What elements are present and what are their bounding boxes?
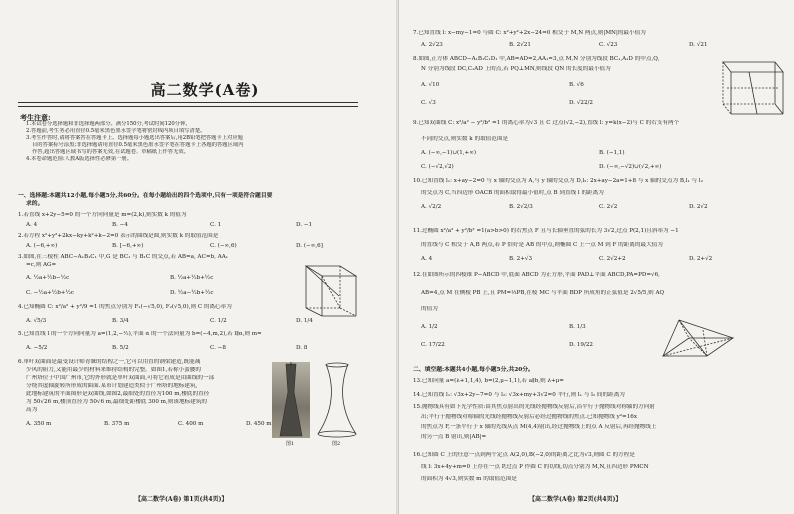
option: C. 17/22 [421, 342, 445, 348]
option: A. (−6,+∞) [26, 243, 58, 249]
option: C. 2√2+2 [599, 256, 626, 262]
question-3-cont: =c,则 AG= [26, 262, 57, 268]
page-footer: 【高二数学(A卷) 第1页(共4页)】 [135, 496, 228, 503]
section-heading-cont: 求的。 [26, 201, 44, 207]
option: A. 4 [421, 256, 433, 262]
question-6-cont: 为 50√26 m,楼顶直径为 50√6 m,最细处距楼底 300 m,则该地标建筑的 [26, 399, 207, 405]
notice-line: 2.答题前,考生务必用直径0.5毫米黑色墨水签字笔将密封线内项目填写清楚。 [26, 128, 206, 134]
option: A. 4 [26, 222, 38, 228]
option: D. 8 [296, 345, 308, 351]
option: D. (−∞,6] [296, 243, 323, 249]
option: A. 2√23 [421, 42, 443, 48]
option: A. (−∞,−1)∪(1,+∞) [421, 150, 477, 156]
option: C. √23 [599, 42, 618, 48]
pyramid-figure [659, 318, 739, 360]
question-11: 11.过椭圆 x²/a² + y²/b² =1(a>b>0) 的右焦点 F 且与长轴垂直的弦的长为 3√2,过点 P(2,1)且斜率为 −1 [413, 228, 679, 234]
question-8-cont: N 分别为线段 DC,C₁AD 上的点,若 PQ⊥MN,则线段 QN 的长度的最小值为 [421, 66, 611, 72]
option: D. 19/22 [569, 342, 593, 348]
option: A. ½a+½b−½c [26, 275, 70, 281]
question-15-cont: 出;平行于抛物线对称轴的光线经抛物线反射后必经过抛物线的焦点.已知抛物线 y²=16x [421, 414, 637, 420]
notice-line: 3.考生作答时,请将答案答在答题卡上。选择题每小题选出答案后,用2B铅笔把答题卡上对应题 [26, 135, 243, 141]
section-heading: 一、选择题:本题共12小题,每小题5分,共60分。在每小题给出的四个选项中,只有一项是符合题目要 [18, 193, 273, 199]
figure-label: 图2 [332, 441, 341, 447]
option: B. 5/2 [112, 345, 129, 351]
question-12: 12.在如图所示的四棱锥 P−ABCD 中,底面 ABCD 为正方形,平面 PAD⊥平面 ABCD,PA=PD=√6, [413, 272, 660, 278]
question-15: 15.抛物线具有如下光学性质:由其焦点射出的光线经抛物线反射后,沿平行于抛物线对称轴的方向射 [413, 404, 655, 410]
option: A. √5/3 [26, 318, 47, 324]
option: C. (−√2,√2) [421, 164, 454, 170]
question-10: 10.已知直线 l₁: x+ay−2=0 与 x 轴的交点为 A,与 y 轴的交点为 D,l₂: 2x+ay−2a=1+8 与 x 轴的交点为 B,l₁ 与 l₂ [413, 178, 703, 184]
question-16: 16.已知圆 C 上的任意一点到两个定点 A(2,0),B(−2,0)的距离之比为√3,则圆 C 的方程是 [413, 452, 635, 458]
option: B. 375 m [104, 421, 130, 427]
question-11-cont: 的直线与 C 相交于 A,B 两点,若 P 恰好是 AB 的中点,则椭圆 C 上一点 M 到 F 的距离的最大值为 [421, 242, 663, 248]
question-12-cont: AB=4,点 M 在侧棱 PB 上,且 PM=⅓PB,在棱 MC 与平面 BDP 所成角的正弦值是 2√5/5,则 AQ [421, 290, 665, 296]
option: D. ½a−½b+½c [170, 290, 214, 296]
option: B. 3/4 [112, 318, 129, 324]
question-3: 3.如图,在三棱柱 ABC−A₁B₁C₁ 中,G 是 BC₁ 与 B₁C 的交点,若 AB=a, AC=b, AA₁ [18, 254, 229, 260]
option: C. −½a+½b+½c [26, 290, 75, 296]
cuboid-figure [709, 58, 785, 118]
option: B. 2√2/3 [509, 204, 533, 210]
tower-photo [272, 362, 310, 438]
question-4: 4.已知椭圆 C: x²/a² + y²/9 =1 的焦点分别为 F₁(−√5,0), F₂(√5,0),则 C 的离心率为 [18, 304, 232, 310]
option: B. 2+√3 [509, 256, 533, 262]
question-7: 7.已知直线 l: x−my−1=0 与圆 C: x²+y²+2x−24=0 相交于 M,N 两点,则|MN|的最小值为 [413, 30, 646, 36]
question-9: 9.已知双曲线 C: x²/a² − y²/b² =1 的离心率为√3 且 C 过点(√2,−2),直线 l: y=k(x−2)与 C 的右支有两个 [413, 120, 680, 126]
option: A. 350 m [26, 421, 52, 427]
option: D. −1 [296, 222, 313, 228]
option: D. (−∞,−√2)∪(√2,+∞) [599, 164, 662, 170]
option: B. ½a+½b+½c [170, 275, 214, 281]
question-6-cont: 少风的阻力,又能用最少的材料来维持结构的完整。如图1,若称小蛮腰的 [26, 367, 201, 373]
option: C. 2√2 [599, 204, 618, 210]
page-footer: 【高二数学(A卷) 第2页(共4页)】 [529, 496, 622, 503]
option: A. √10 [421, 82, 440, 88]
option: C. (−∞,6) [210, 243, 237, 249]
option: D. 450 m [246, 421, 272, 427]
option: D. √21 [689, 42, 708, 48]
notice-line: 作答,超出答题区域书写的答案无效,在试题卷、草稿纸上作答无效。 [32, 149, 189, 155]
question-6-cont: 高为 [26, 407, 38, 413]
option: B. −4 [112, 222, 128, 228]
option: B. (−1,1) [599, 150, 625, 156]
question-8: 8.如图,正方体 ABCD−A₁B₁C₁D₁ 中,AB=AD=2,AA₁=3,点 M,N 分别为线段 BC₁,A₁D 的中点,Q, [413, 56, 660, 62]
question-9-cont: 不同的交点,则实数 k 的取值范围是 [421, 136, 509, 142]
question-6-cont: 分绕其虚轴旋转所形成的曲面.某市计划建造类似于广州塔的地标建筑, [26, 383, 198, 389]
question-1: 1.若直线 x+2y−5=0 的一个方向向量是 m=(2,k),则实数 k 的值为 [18, 212, 187, 218]
question-15-cont: 的另一点 B 射出,则|AB|= [421, 434, 487, 440]
option: B. [−6,+∞) [112, 243, 144, 249]
question-14: 14.已知直线 l₁: √3x+2y−7=0 与 l₂: √3x+my+3√2=0 平行,则 l₁ 与 l₂ 间的距离为 [413, 392, 625, 398]
question-6: 6.单叶双曲面是最受设计师青睐的结构之一,它可以用直的钢梁建造,既能减 [18, 359, 201, 365]
notice-line: 4.本卷命题范围:人教A版选择性必修第一册。 [26, 156, 133, 162]
option: C. √3 [421, 100, 436, 106]
question-13: 13.已知向量 a=(λ+1,1,4), b=(2,μ−1,1),若 a∥b,则 λ+μ= [413, 378, 564, 384]
title-divider-thin [18, 106, 358, 107]
section-heading: 二、填空题:本题共4小题,每小题5分,共20分。 [413, 367, 534, 373]
notice-title: 考生注意: [20, 113, 51, 122]
notice-line: 1.本试卷分选择题和非选择题两部分。满分150分,考试时间120分钟。 [26, 121, 191, 127]
option: C. 1/2 [210, 318, 227, 324]
question-2: 2.若方程 x²+y²+2kx−ky+k²+k−2=0 表示的曲线是圆,则实数 k 的取值范围是 [18, 233, 219, 239]
option: B. √6 [569, 82, 584, 88]
hyperbola-figure [314, 362, 360, 438]
option: B. 2√21 [509, 42, 531, 48]
title-divider [18, 102, 358, 103]
exam-page-2 [398, 0, 794, 514]
figure-label: 图1 [286, 441, 295, 447]
question-16-cont: 线 l: 3x+4y+m=0 上存在一点 P,过点 P 作圆 C 的切线,切点分别为 M,N,且四边形 PMCN [421, 464, 649, 470]
question-5: 5.已知直线 l 的一个方向向量为 a=(1,2,−½),平面 α 的一个法向量为 b=(−4,m,2),若 l∥α,则 m= [18, 331, 262, 337]
paper-title: 高二数学(A卷) [150, 81, 260, 99]
option: A. −5/2 [26, 345, 48, 351]
option: D. 1/4 [296, 318, 313, 324]
option: D. √22/2 [569, 100, 593, 106]
question-16-cont: 的面积为 4√3,则实数 m 的取值范围是 [421, 476, 517, 482]
option: C. −8 [210, 345, 226, 351]
question-10-cont: 的交点为 C,当四边形 OACB 的面积取得最小值时,点 B 到直线 l 的距离为 [421, 190, 604, 196]
option: D. 2√2 [689, 204, 708, 210]
question-6-cont: 此地标建筑的平面图形是双曲线,如图2,最细处的直径为100 m,楼底的直径 [26, 391, 210, 397]
question-15-cont: 的焦点为 F,一条平行于 x 轴的光线从点 M(4,4)射出,经过抛物线上的点 A 反射后,再经抛物线上 [421, 424, 657, 430]
question-12-cont: 的值为 [421, 306, 438, 312]
notice-line: 目的答案标号涂黑;非选择题请用直径0.5毫米黑色墨水签字笔在答题卡上各题的答题区域内 [32, 142, 244, 148]
option: C. 400 m [178, 421, 204, 427]
question-6-cont: 广州塔位于中国广州市,它的外形就是单叶双曲面,可将它看成是由曲线的一部 [26, 375, 215, 381]
option: D. 2+√2 [689, 256, 713, 262]
option: A. 1/2 [421, 324, 438, 330]
prism-figure [300, 256, 360, 322]
option: B. 1/3 [569, 324, 586, 330]
option: C. 1 [210, 222, 222, 228]
option: A. √2/2 [421, 204, 442, 210]
